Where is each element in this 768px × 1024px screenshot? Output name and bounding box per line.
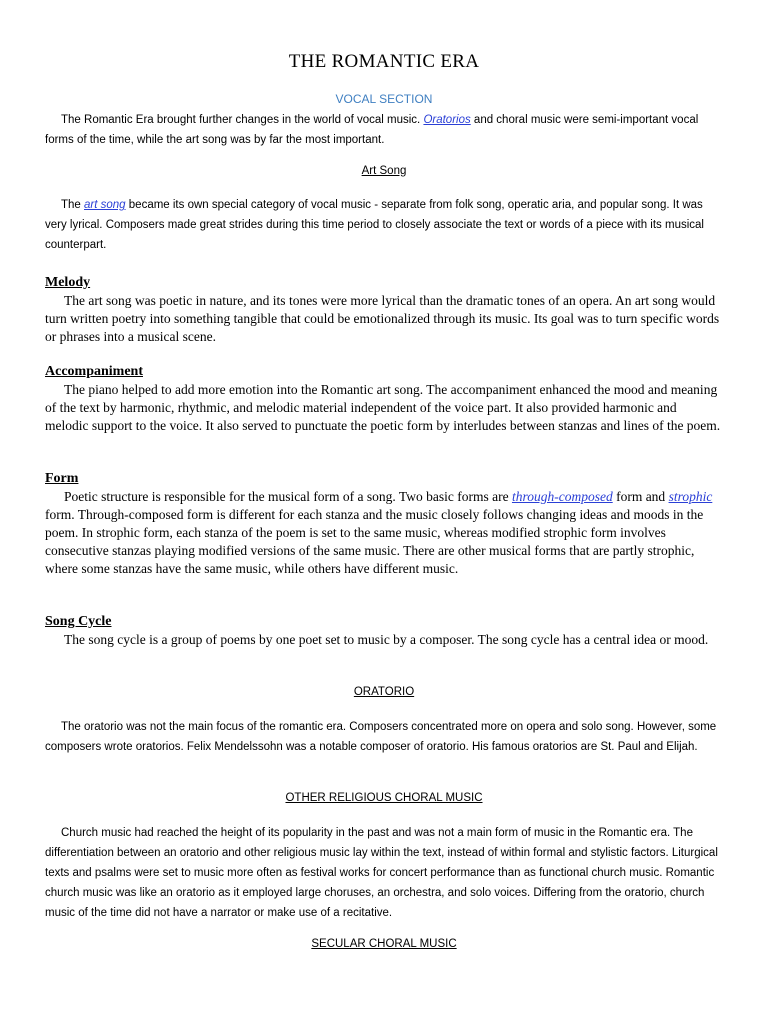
intro-paragraph bbox=[45, 110, 723, 150]
melody-paragraph bbox=[45, 292, 723, 346]
art-song-heading: Art Song bbox=[361, 165, 407, 177]
page-title: THE ROMANTIC ERA bbox=[288, 51, 480, 72]
through-composed-link[interactable]: through-composed bbox=[511, 489, 613, 504]
other-religious-paragraph bbox=[45, 823, 723, 923]
other-religious-text: Church music had reached the height of its popularity in the past and was not a main form of music in the Romantic era. The differentiation between an oratorio and other religious music lay within the text, instead of within formal and stylistic factors. Liturgical texts and psalms were set to music more often as festival works for concert performance than as functional church music. Romantic church music was like an oratorio as it employed large choruses, an orchestra, and solo voices. Differing from the oratorio, church music of the time did not have a narrator or make use of a recitative. bbox=[45, 827, 718, 919]
oratorio-text: The oratorio was not the main focus of the romantic era. Composers concentrated more on opera and solo song. However, some composers wrote oratorios. Felix Mendelssohn was a notable composer of oratorio. His famous oratorios are St. Paul and Elijah. bbox=[45, 721, 717, 753]
intro-text-end: and choral music were semi-important vocal forms of the time, while the art song was by far the most important. bbox=[45, 114, 699, 146]
melody-text: The art song was poetic in nature, and its tones were more lyrical than the dramatic tones of an opera. An art song would turn written poetry into something tangible that could be emotionalized through its music. Its goal was to turn specific words or phrases into a musical scene. bbox=[45, 293, 720, 344]
art-song-text-start: The bbox=[61, 199, 85, 211]
vocal-section-heading: VOCAL SECTION bbox=[335, 92, 433, 106]
song-cycle-text: The song cycle is a group of poems by one poet set to music by a composer. The song cycle has a central idea or mood. bbox=[64, 632, 709, 647]
accompaniment-text: The piano helped to add more emotion into the Romantic art song. The accompaniment enhanced the mood and meaning of the text by harmonic, rhythmic, and melodic material independent of the voice part. It also provided harmonic and melodic support to the voice. It also served to punctuate the poetic form by interludes between stanzas and lines of the poem. bbox=[45, 382, 721, 433]
oratorio-paragraph bbox=[45, 717, 723, 757]
form-text-start: Poetic structure is responsible for the musical form of a song. Two basic forms are bbox=[64, 489, 512, 504]
song-cycle-heading: Song Cycle bbox=[45, 614, 112, 629]
melody-heading: Melody bbox=[45, 275, 91, 290]
art-song-link[interactable]: art song bbox=[84, 199, 126, 211]
form-paragraph bbox=[45, 488, 723, 578]
oratorio-heading: ORATORIO bbox=[353, 686, 415, 698]
form-text-end: form. Through-composed form is different for each stanza and the music closely follows changing ideas and moods in the poem. In strophic form, each stanza of the poem is set to the same music, whereas modified strophic form involves consecutive stanzas playing modified versions of the same music. There are other musical forms that are partly strophic, where some stanzas have the same music, while others have different music. bbox=[45, 507, 704, 576]
accompaniment-paragraph bbox=[45, 381, 723, 435]
accompaniment-heading: Accompaniment bbox=[45, 364, 143, 379]
art-song-paragraph bbox=[45, 195, 723, 255]
art-song-text-end: became its own special category of vocal music - separate from folk song, operatic aria, and popular song. It was very lyrical. Composers made great strides during this time period to closely associate the text or words of a piece with its musical counterpart. bbox=[45, 199, 704, 251]
intro-text-start: The Romantic Era brought further changes in the world of vocal music. bbox=[61, 114, 424, 126]
song-cycle-paragraph bbox=[45, 631, 723, 649]
secular-choral-heading: SECULAR CHORAL MUSIC bbox=[311, 938, 457, 950]
form-text-mid: form and bbox=[612, 489, 669, 504]
oratorios-link[interactable]: Oratorios bbox=[423, 114, 471, 126]
form-heading: Form bbox=[45, 471, 79, 486]
other-religious-heading: OTHER RELIGIOUS CHORAL MUSIC bbox=[285, 792, 483, 804]
strophic-link[interactable]: strophic bbox=[668, 489, 713, 504]
